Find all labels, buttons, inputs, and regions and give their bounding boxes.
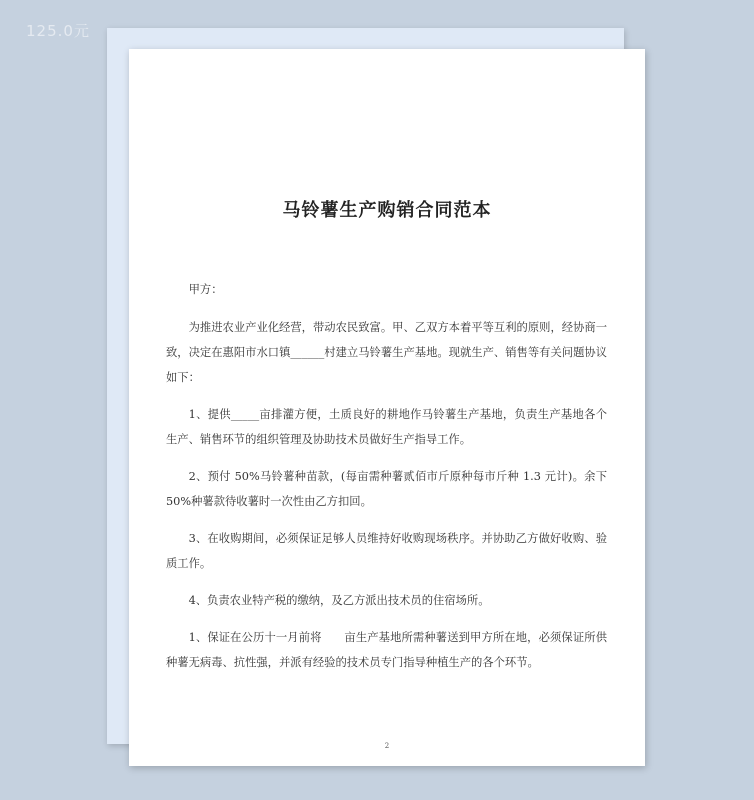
price-watermark: 125.0元 xyxy=(26,22,90,40)
document-title: 马铃薯生产购销合同范本 xyxy=(282,200,492,221)
document-page xyxy=(129,49,645,766)
page-number: 2 xyxy=(384,742,390,750)
paragraph-clause-2: 2、预付 50%马铃薯种苗款，(每亩需种薯贰佰市斤原种每市斤种 1.3 元计)。余下 50%种薯款待收薯时一次性由乙方扣回。 xyxy=(166,470,607,508)
paragraph-clause-1: 1、提供_____亩排灌方便，土质良好的耕地作马铃薯生产基地，负责生产基地各个生产、销售环节的组织管理及协助技术员做好生产指导工作。 xyxy=(166,408,607,446)
paragraph-intro: 为推进农业产业化经营，带动农民致富。甲、乙双方本着平等互利的原则，经协商一致，决定在惠阳市水口镇______村建立马铃薯生产基地。现就生产、销售等有关问题协议如下： xyxy=(166,321,607,384)
paragraph-clause-3: 3、在收购期间，必须保证足够人员维持好收购现场秩序。并协助乙方做好收购、验质工作。 xyxy=(166,532,607,570)
paragraph-clause-4: 4、负责农业特产税的缴纳，及乙方派出技术员的住宿场所。 xyxy=(188,594,490,607)
document-body xyxy=(166,277,607,675)
paragraph-party-b-clause-1: 1、保证在公历十一月前将 亩生产基地所需种薯送到甲方所在地，必须保证所供种薯无病毒、抗性强，并派有经验的技术员专门指导种植生产的各个环节。 xyxy=(166,631,607,669)
paragraph-party-a: 甲方： xyxy=(188,283,223,296)
